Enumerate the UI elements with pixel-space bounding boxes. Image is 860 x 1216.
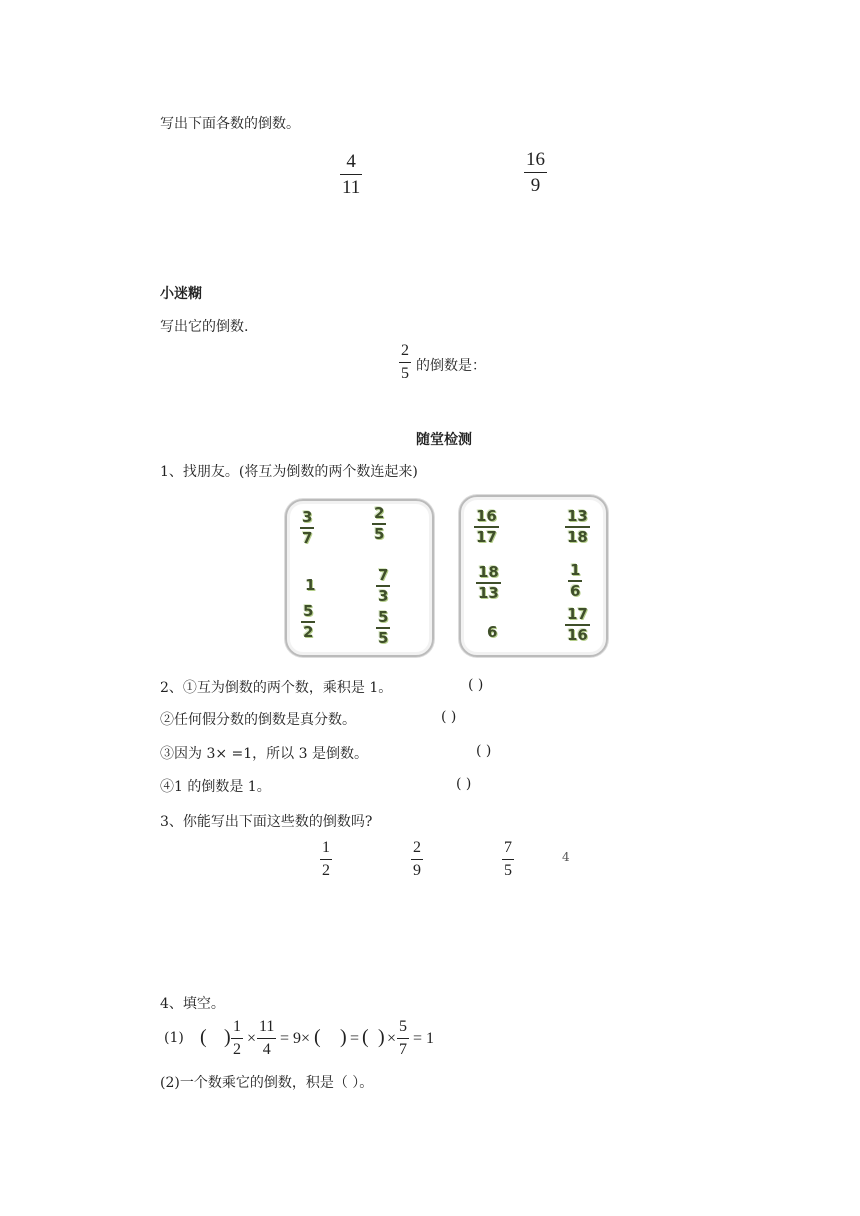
q2-item-2: ②任何假分数的倒数是真分数。 xyxy=(160,712,356,728)
right-fraction-18-13[interactable]: 18 13 xyxy=(478,563,499,602)
left-whole-1[interactable]: 1 xyxy=(305,576,316,594)
confusion-heading: 小迷糊 xyxy=(160,286,202,302)
q2-answer-4[interactable]: ( ) xyxy=(456,776,472,792)
left-fraction-3-7[interactable]: 3 7 xyxy=(302,508,313,547)
q4-times-1: × xyxy=(247,1030,257,1047)
intro-instruction: 写出下面各数的倒数。 xyxy=(160,116,300,132)
right-fraction-1-6[interactable]: 1 6 xyxy=(570,561,581,600)
left-fraction-2-5[interactable]: 2 5 xyxy=(374,504,385,543)
q2-answer-2[interactable]: ( ) xyxy=(441,709,457,725)
q2-item-4: ④1 的倒数是 1。 xyxy=(160,779,271,795)
q4-paren-close-2[interactable]: ) xyxy=(340,1026,347,1048)
left-fraction-5-2[interactable]: 5 2 xyxy=(303,602,314,641)
q4-equals-9-times: = 9× xyxy=(280,1030,311,1047)
intro-fraction-1: 4 11 xyxy=(342,151,361,198)
right-whole-6[interactable]: 6 xyxy=(487,623,498,641)
q4-paren-close-1[interactable]: ) xyxy=(224,1026,231,1048)
q2-answer-1[interactable]: ( ) xyxy=(468,677,484,693)
q2-item-3: ③因为 3× =1，所以 3 是倒数。 xyxy=(160,746,368,762)
q3-fraction-3: 7 5 xyxy=(504,839,512,879)
right-fraction-13-18[interactable]: 13 18 xyxy=(567,507,588,546)
q4-paren-close-3[interactable]: ) xyxy=(378,1026,385,1048)
q1-text: 1、找朋友。(将互为倒数的两个数连起来) xyxy=(160,464,418,480)
left-fraction-5-5[interactable]: 5 5 xyxy=(378,608,389,647)
q4-equals-1: = 1 xyxy=(413,1030,435,1047)
q2-item-1: 2、①互为倒数的两个数，乘积是 1。 xyxy=(160,680,393,696)
q3-fraction-2: 2 9 xyxy=(413,839,421,879)
q4-text: 4、填空。 xyxy=(160,996,225,1012)
q4-paren-open-2[interactable]: ( xyxy=(314,1026,321,1048)
q4-line1-label: (1) xyxy=(164,1030,184,1046)
quiz-title: 随堂检测 xyxy=(416,432,472,448)
q3-text: 3、你能写出下面这些数的倒数吗? xyxy=(160,814,373,830)
right-fraction-17-16[interactable]: 17 16 xyxy=(567,605,588,644)
confusion-instruction: 写出它的倒数. xyxy=(160,319,249,335)
confusion-fraction: 2 5 xyxy=(401,342,409,382)
q4-equals: = xyxy=(350,1030,360,1047)
q3-whole-4: 4 xyxy=(562,850,570,864)
intro-fraction-2: 16 9 xyxy=(526,149,545,196)
right-fraction-16-17[interactable]: 16 17 xyxy=(476,507,497,546)
q4-fraction-11-4: 11 4 xyxy=(259,1018,275,1058)
q4-paren-open-3[interactable]: ( xyxy=(362,1026,369,1048)
confusion-suffix: 的倒数是： xyxy=(416,358,486,374)
q2-answer-3[interactable]: ( ) xyxy=(476,743,492,759)
q4-times-2: × xyxy=(387,1030,397,1047)
q4-line2: (2)一个数乘它的倒数，积是（ ）。 xyxy=(160,1075,374,1091)
q4-paren-open-1[interactable]: ( xyxy=(200,1026,207,1048)
q3-fraction-1: 1 2 xyxy=(322,839,330,879)
q4-fraction-5-7: 5 7 xyxy=(399,1018,407,1058)
left-fraction-7-3[interactable]: 7 3 xyxy=(378,566,389,605)
q4-fraction-1-2: 1 2 xyxy=(233,1018,241,1058)
